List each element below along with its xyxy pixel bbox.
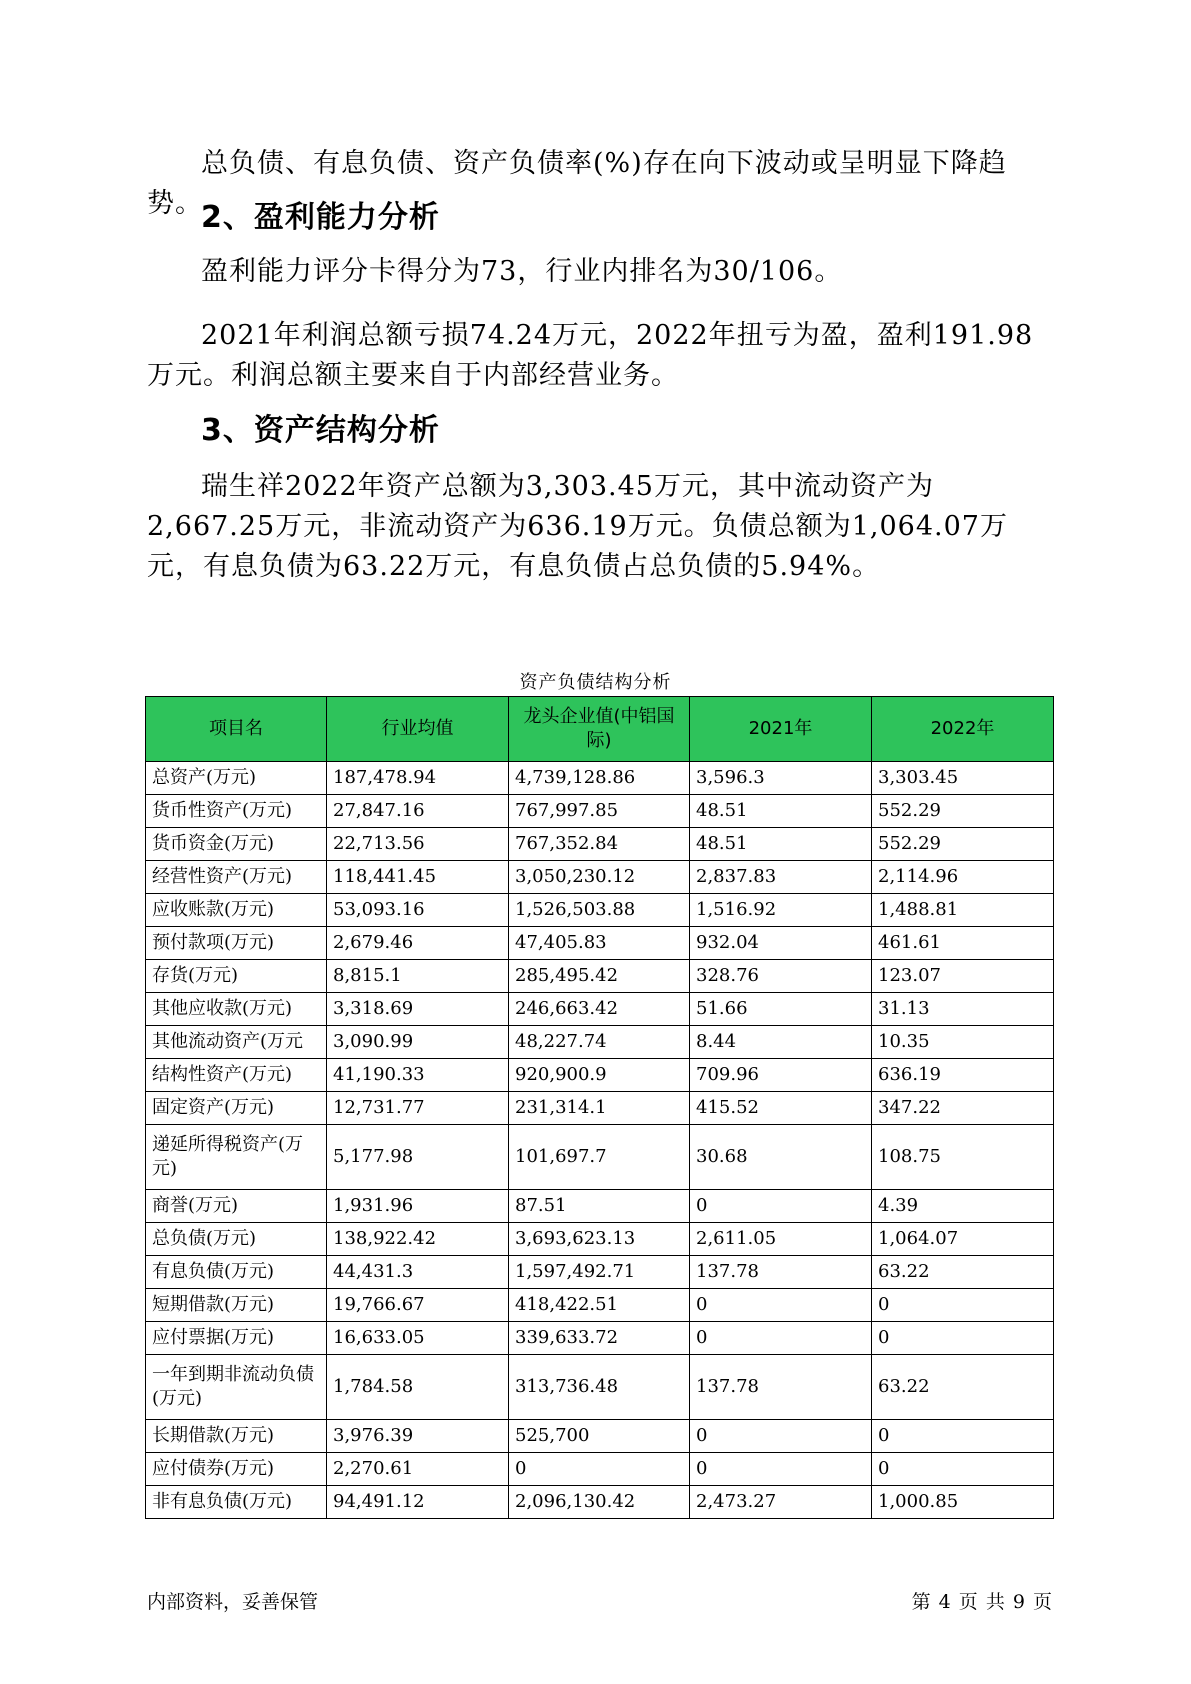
table-row [146,1256,1054,1289]
value-cell: 51.66 [690,993,872,1026]
value-cell: 0 [690,1289,872,1322]
table-row [146,795,1054,828]
table-row [146,1289,1054,1322]
table-row [146,1125,1054,1190]
table-row [146,1026,1054,1059]
value-cell: 328.76 [690,960,872,993]
table-row [146,1223,1054,1256]
row-label-cell: 货币性资产(万元) [146,795,327,828]
value-cell: 2,114.96 [872,861,1054,894]
value-cell: 2,473.27 [690,1486,872,1519]
footer-confidential-note: 内部资料，妥善保管 [147,1591,319,1613]
table-row [146,861,1054,894]
table-row [146,1322,1054,1355]
row-label-cell: 存货(万元) [146,960,327,993]
value-cell: 137.78 [690,1256,872,1289]
table-row [146,1190,1054,1223]
value-cell: 0 [690,1322,872,1355]
value-cell: 709.96 [690,1059,872,1092]
row-label-cell: 其他应收款(万元) [146,993,327,1026]
value-cell: 1,526,503.88 [509,894,690,927]
value-cell: 3,303.45 [872,762,1054,795]
heading-profitability: 2、盈利能力分析 [201,200,440,235]
table-row [146,1486,1054,1519]
value-cell: 0 [509,1453,690,1486]
paragraph-trend: 总负债、有息负债、资产负债率(%)存在向下波动或呈明显下降趋势。 [147,148,1007,219]
value-cell: 1,784.58 [327,1355,509,1420]
footer-page-number: 第 4 页 共 9 页 [911,1591,1053,1613]
value-cell: 41,190.33 [327,1059,509,1092]
value-cell: 1,516.92 [690,894,872,927]
row-label-cell: 预付款项(万元) [146,927,327,960]
row-label-cell: 货币资金(万元) [146,828,327,861]
row-label-cell: 商誉(万元) [146,1190,327,1223]
value-cell: 552.29 [872,795,1054,828]
row-label-cell: 其他流动资产(万元 [146,1026,327,1059]
value-cell: 231,314.1 [509,1092,690,1125]
value-cell: 285,495.42 [509,960,690,993]
value-cell: 1,488.81 [872,894,1054,927]
column-header: 龙头企业值(中铝国际) [509,697,690,762]
row-label-cell: 短期借款(万元) [146,1289,327,1322]
value-cell: 932.04 [690,927,872,960]
value-cell: 339,633.72 [509,1322,690,1355]
value-cell: 8.44 [690,1026,872,1059]
table-row [146,894,1054,927]
row-label-cell: 应收账款(万元) [146,894,327,927]
value-cell: 0 [872,1289,1054,1322]
value-cell: 118,441.45 [327,861,509,894]
row-label-cell: 一年到期非流动负债(万元) [146,1355,327,1420]
row-label-cell: 总负债(万元) [146,1223,327,1256]
value-cell: 63.22 [872,1355,1054,1420]
value-cell: 2,837.83 [690,861,872,894]
value-cell: 101,697.7 [509,1125,690,1190]
value-cell: 63.22 [872,1256,1054,1289]
value-cell: 87.51 [509,1190,690,1223]
row-label-cell: 非有息负债(万元) [146,1486,327,1519]
table-row [146,993,1054,1026]
value-cell: 2,679.46 [327,927,509,960]
value-cell: 461.61 [872,927,1054,960]
value-cell: 1,064.07 [872,1223,1054,1256]
row-label-cell: 递延所得税资产(万元) [146,1125,327,1190]
value-cell: 2,096,130.42 [509,1486,690,1519]
table-row [146,1420,1054,1453]
value-cell: 767,997.85 [509,795,690,828]
value-cell: 137.78 [690,1355,872,1420]
value-cell: 27,847.16 [327,795,509,828]
value-cell: 1,597,492.71 [509,1256,690,1289]
row-label-cell: 长期借款(万元) [146,1420,327,1453]
table-row [146,1355,1054,1420]
value-cell: 4.39 [872,1190,1054,1223]
table-row [146,1059,1054,1092]
value-cell: 22,713.56 [327,828,509,861]
value-cell: 313,736.48 [509,1355,690,1420]
value-cell: 525,700 [509,1420,690,1453]
value-cell: 0 [872,1322,1054,1355]
value-cell: 12,731.77 [327,1092,509,1125]
value-cell: 10.35 [872,1026,1054,1059]
column-header: 2021年 [690,697,872,762]
value-cell: 636.19 [872,1059,1054,1092]
paragraph-profit-total: 2021年利润总额亏损74.24万元，2022年扭亏为盈，盈利191.98万元。利润总额主要来自于内部经营业务。 [147,320,1034,391]
value-cell: 3,318.69 [327,993,509,1026]
value-cell: 4,739,128.86 [509,762,690,795]
value-cell: 48.51 [690,828,872,861]
value-cell: 53,093.16 [327,894,509,927]
value-cell: 1,931.96 [327,1190,509,1223]
value-cell: 31.13 [872,993,1054,1026]
table-row [146,828,1054,861]
value-cell: 16,633.05 [327,1322,509,1355]
value-cell: 2,611.05 [690,1223,872,1256]
value-cell: 3,090.99 [327,1026,509,1059]
value-cell: 246,663.42 [509,993,690,1026]
value-cell: 5,177.98 [327,1125,509,1190]
row-label-cell: 经营性资产(万元) [146,861,327,894]
value-cell: 94,491.12 [327,1486,509,1519]
row-label-cell: 结构性资产(万元) [146,1059,327,1092]
value-cell: 2,270.61 [327,1453,509,1486]
table-header-row [146,697,1054,762]
value-cell: 0 [872,1453,1054,1486]
heading-asset-structure: 3、资产结构分析 [201,413,440,448]
row-label-cell: 应付债券(万元) [146,1453,327,1486]
column-header: 行业均值 [327,697,509,762]
balance-structure-table [145,696,1054,1519]
table-row [146,762,1054,795]
value-cell: 19,766.67 [327,1289,509,1322]
table-row [146,960,1054,993]
column-header: 项目名 [146,697,327,762]
column-header: 2022年 [872,697,1054,762]
value-cell: 123.07 [872,960,1054,993]
row-label-cell: 固定资产(万元) [146,1092,327,1125]
value-cell: 920,900.9 [509,1059,690,1092]
value-cell: 767,352.84 [509,828,690,861]
value-cell: 30.68 [690,1125,872,1190]
value-cell: 0 [872,1420,1054,1453]
row-label-cell: 总资产(万元) [146,762,327,795]
value-cell: 418,422.51 [509,1289,690,1322]
value-cell: 108.75 [872,1125,1054,1190]
value-cell: 415.52 [690,1092,872,1125]
paragraph-profit-score: 盈利能力评分卡得分为73，行业内排名为30/106。 [201,256,843,287]
value-cell: 1,000.85 [872,1486,1054,1519]
table-caption: 资产负债结构分析 [519,672,672,693]
value-cell: 0 [690,1453,872,1486]
value-cell: 47,405.83 [509,927,690,960]
value-cell: 48,227.74 [509,1026,690,1059]
value-cell: 3,596.3 [690,762,872,795]
value-cell: 48.51 [690,795,872,828]
value-cell: 347.22 [872,1092,1054,1125]
paragraph-asset-summary: 瑞生祥2022年资产总额为3,303.45万元，其中流动资产为2,667.25万元，非流动资产为636.19万元。负债总额为1,064.07万元，有息负债为63.22万元，有息负债占总负债的5.94%。 [147,471,1008,582]
row-label-cell: 有息负债(万元) [146,1256,327,1289]
value-cell: 138,922.42 [327,1223,509,1256]
value-cell: 0 [690,1190,872,1223]
value-cell: 3,976.39 [327,1420,509,1453]
table-row [146,1092,1054,1125]
value-cell: 44,431.3 [327,1256,509,1289]
value-cell: 552.29 [872,828,1054,861]
table-row [146,927,1054,960]
value-cell: 8,815.1 [327,960,509,993]
table-row [146,1453,1054,1486]
value-cell: 0 [690,1420,872,1453]
value-cell: 187,478.94 [327,762,509,795]
value-cell: 3,050,230.12 [509,861,690,894]
value-cell: 3,693,623.13 [509,1223,690,1256]
row-label-cell: 应付票据(万元) [146,1322,327,1355]
